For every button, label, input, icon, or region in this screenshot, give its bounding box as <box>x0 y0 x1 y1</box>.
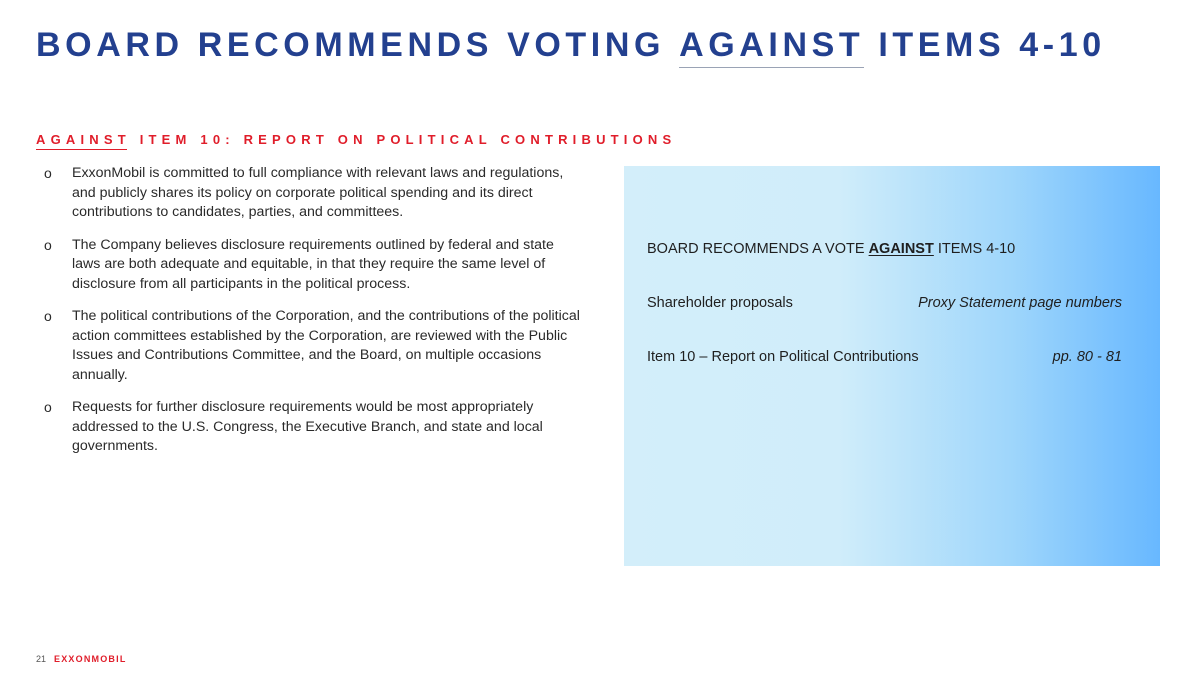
bullet-marker: o <box>44 399 52 415</box>
bullet-marker: o <box>44 165 52 181</box>
list-item <box>44 398 584 457</box>
bullet-list <box>44 164 584 470</box>
footer-brand: EXXONMOBIL <box>54 654 127 664</box>
list-item <box>44 164 584 223</box>
shareholder-proposals-label: Shareholder proposals <box>647 295 793 311</box>
item-10-pages: pp. 80 - 81 <box>1052 349 1122 365</box>
panel-heading <box>647 241 1015 257</box>
page-numbers-label: Proxy Statement page numbers <box>918 295 1122 311</box>
panel-heading-post: ITEMS 4-10 <box>933 241 1016 257</box>
page-number: 21 <box>36 654 47 664</box>
section-heading <box>36 132 676 147</box>
footer <box>36 654 127 664</box>
bullet-text: The political contributions of the Corporation, and the contributions of the political action committees established by the Corporation, are reviewed with the Public Issues and Contributions Committee, and the Board, on multiple occasions annually. <box>72 308 580 383</box>
list-item <box>44 236 584 295</box>
bullet-text: The Company believes disclosure requirements outlined by federal and state laws are both adequate and equitable, in that they require the same level of disclosure from all participants in the political process. <box>72 236 554 292</box>
page-title <box>36 26 1106 65</box>
item-10-label: Item 10 – Report on Political Contributions <box>647 349 919 365</box>
panel-heading-pre: BOARD RECOMMENDS A VOTE <box>647 241 869 257</box>
bullet-text: Requests for further disclosure requirements would be most appropriately addressed to the U.S. Congress, the Executive Branch, and state and local governments. <box>72 399 543 454</box>
title-part1: BOARD RECOMMENDS VOTING <box>36 26 680 64</box>
section-heading-rest: ITEM 10: REPORT ON POLITICAL CONTRIBUTIONS <box>130 132 677 147</box>
recommendation-panel <box>624 166 1160 566</box>
title-against: AGAINST <box>679 26 865 64</box>
bullet-text: ExxonMobil is committed to full compliance with relevant laws and regulations, and publicly shares its policy on corporate political spending and its direct contributions to candidates, parties, and committees. <box>72 165 564 220</box>
section-heading-against: AGAINST <box>36 132 131 147</box>
bullet-marker: o <box>44 308 52 324</box>
title-part2: ITEMS 4-10 <box>864 26 1106 64</box>
bullet-marker: o <box>44 236 52 253</box>
panel-heading-against: AGAINST <box>868 241 934 257</box>
list-item <box>44 307 584 385</box>
